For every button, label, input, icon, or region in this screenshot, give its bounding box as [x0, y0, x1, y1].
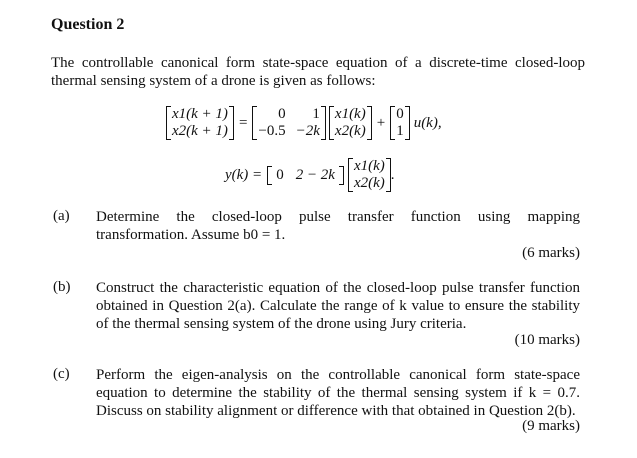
- next-state-vector: [166, 106, 234, 140]
- c1: 0: [276, 166, 284, 183]
- input-signal: u(k),: [413, 114, 442, 131]
- a22: −2k: [295, 123, 320, 139]
- question-heading: Question 2: [51, 16, 125, 33]
- part-b-marks: (10 marks): [514, 332, 580, 348]
- state-vector: [329, 106, 372, 140]
- lhs-x1: x1(k + 1): [172, 106, 228, 122]
- state-x1: x1(k): [334, 106, 366, 122]
- out-x2: x2(k): [353, 175, 385, 191]
- a21: −0.5: [258, 123, 286, 139]
- b1: 0: [396, 106, 404, 122]
- c2: 2 − 2k: [295, 166, 335, 183]
- part-b-text: Construct the characteristic equation of the closed-loop pulse transfer function obtained in Question 2(a). Calculate the range of k value to ensure the stability of the thermal sensing system of the drone using Jury criteria.: [96, 280, 580, 332]
- a11: 0: [278, 106, 286, 122]
- question-intro: The controllable canonical form state-space equation of a discrete-time closed-loop thermal sensing system of a drone is given as follows:: [51, 55, 585, 89]
- system-matrix-a: [252, 106, 326, 140]
- part-c-text: Perform the eigen-analysis on the controllable canonical form state-space equation to determine the stability of the thermal sensing system if k = 0.7. Discuss on stability alignment or difference with that obtained in Question 2(b).: [96, 367, 580, 419]
- state-x2: x2(k): [334, 123, 366, 139]
- state-equation: x1(k + 1) x2(k + 1) = 0 1 −0.5 −2k x1(k) x2(k) + 0 1 u(k),: [166, 106, 442, 140]
- input-matrix-b: [390, 106, 410, 140]
- part-b-label: (b): [53, 279, 71, 295]
- out-x1: x1(k): [353, 158, 385, 174]
- output-state-vector: [348, 158, 391, 192]
- part-a-marks: (6 marks): [522, 245, 580, 261]
- part-c-label: (c): [53, 366, 70, 382]
- b2: 1: [396, 123, 404, 139]
- output-equation: y(k) = 0 2 − 2k x1(k) x2(k) .: [225, 158, 395, 191]
- output-matrix-c: [267, 166, 344, 185]
- lhs-x2: x2(k + 1): [172, 123, 228, 139]
- output-lhs: y(k) =: [225, 166, 263, 183]
- part-a-text: Determine the closed-loop pulse transfer function using mapping transformation. Assume b0 = 1.: [96, 209, 580, 243]
- part-c-marks: (9 marks): [522, 418, 580, 434]
- a12: 1: [312, 106, 320, 122]
- part-a-label: (a): [53, 208, 70, 224]
